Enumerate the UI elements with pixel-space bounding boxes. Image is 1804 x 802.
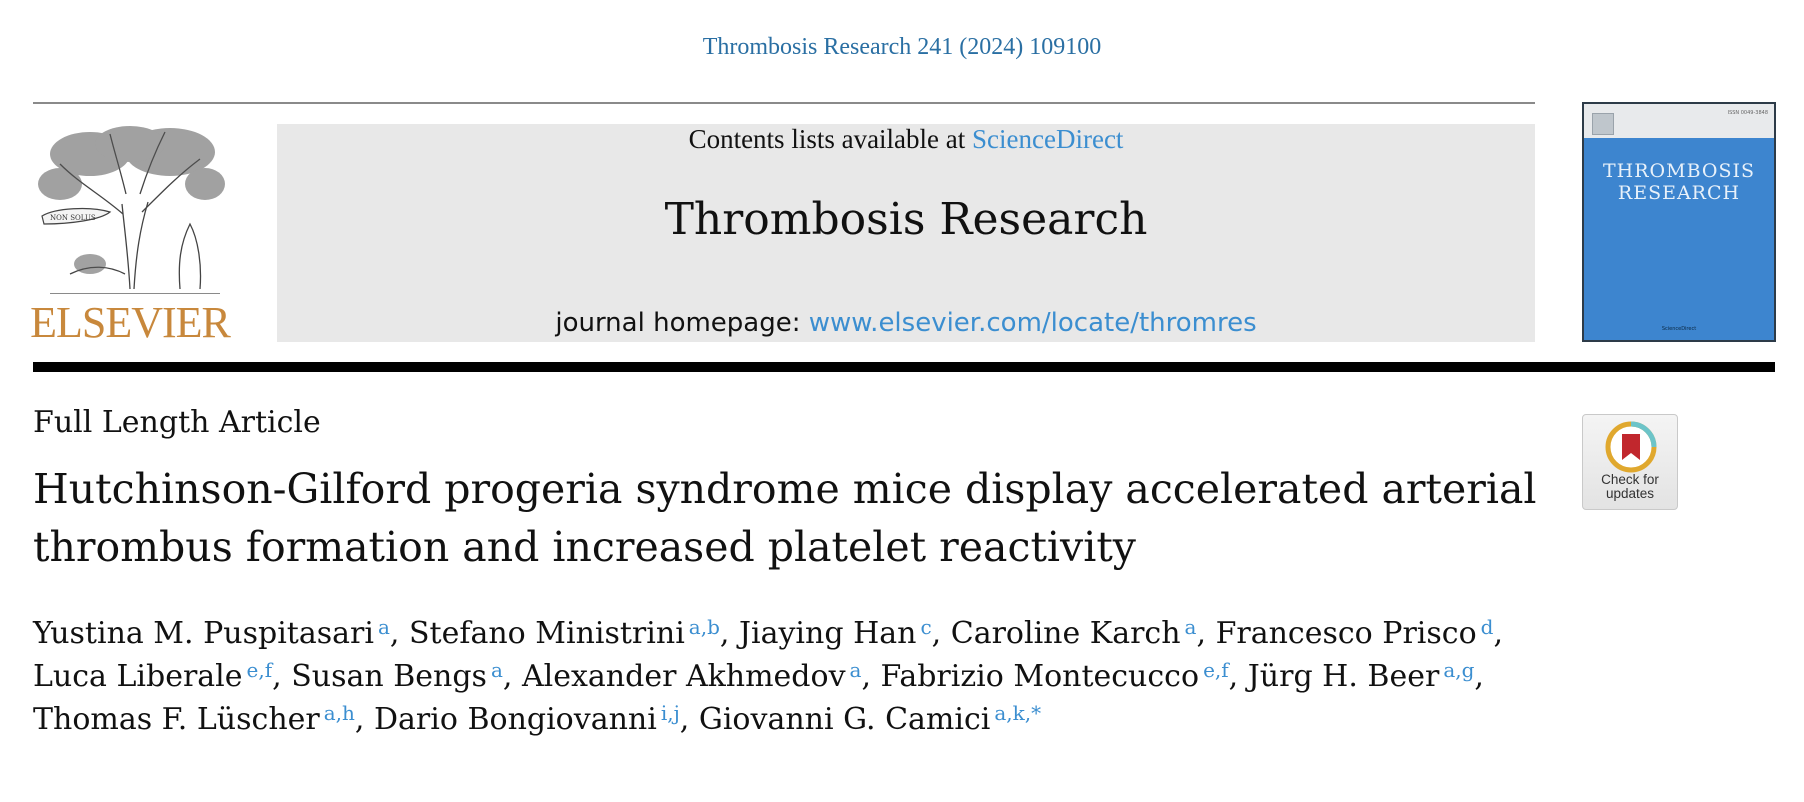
author-name[interactable]: Susan Bengs (291, 659, 487, 694)
author-name[interactable]: Yustina M. Puspitasari (33, 616, 374, 651)
author-separator: , (502, 659, 522, 694)
check-for-updates-button[interactable] (1582, 414, 1678, 510)
journal-cover-thumbnail[interactable] (1582, 102, 1776, 342)
cover-publisher: ScienceDirect (1661, 326, 1697, 332)
author-separator: , (1493, 616, 1504, 651)
contents-prefix: Contents lists available at (688, 124, 973, 154)
author-affiliation-marker[interactable]: a (377, 615, 390, 639)
homepage-prefix: journal homepage: (555, 308, 809, 338)
author-name[interactable]: Francesco Prisco (1215, 616, 1477, 651)
author-separator: , (389, 616, 409, 651)
author-affiliation-marker[interactable]: e,f (246, 658, 273, 682)
journal-title: Thrombosis Research (664, 194, 1148, 245)
cover-title (1584, 160, 1774, 204)
author-name[interactable]: Jiaying Han (738, 616, 917, 651)
author-affiliation-marker[interactable]: a (1184, 615, 1197, 639)
cover-publisher-icon (1592, 113, 1614, 135)
article-type: Full Length Article (33, 405, 321, 440)
cover-issn: ISSN 0049-3848 (1727, 110, 1768, 116)
author-separator: , (1196, 616, 1216, 651)
check-updates-line1: Check for (1601, 472, 1659, 487)
author-name[interactable]: Dario Bongiovanni (373, 702, 657, 737)
banner-bottom-rule (33, 362, 1775, 372)
journal-citation[interactable]: Thrombosis Research 241 (2024) 109100 (702, 34, 1102, 60)
author-name[interactable]: Giovanni G. Camici (698, 702, 991, 737)
logo-motto: NON SOLUS (50, 214, 96, 222)
author-name[interactable]: Luca Liberale (33, 659, 243, 694)
cover-title-line1: THROMBOSIS (1602, 160, 1755, 182)
cover-header (1584, 104, 1774, 138)
elsevier-wordmark: ELSEVIER (30, 298, 230, 347)
author-separator: , (719, 616, 739, 651)
author-list (33, 612, 1573, 741)
journal-homepage-link[interactable]: www.elsevier.com/locate/thromres (808, 308, 1257, 338)
elsevier-logo[interactable] (30, 124, 230, 347)
author-separator: , (861, 659, 881, 694)
author-affiliation-marker[interactable]: a,g (1443, 658, 1475, 682)
header-divider (33, 102, 1535, 104)
author-separator: , (931, 616, 951, 651)
author-affiliation-marker[interactable]: a,b (688, 615, 720, 639)
author-separator: , (354, 702, 374, 737)
cover-title-line2: RESEARCH (1617, 182, 1741, 204)
author-name[interactable]: Caroline Karch (950, 616, 1181, 651)
sciencedirect-link[interactable]: ScienceDirect (972, 124, 1124, 154)
check-updates-label (1583, 473, 1677, 501)
author-affiliation-marker[interactable]: c (920, 615, 932, 639)
homepage-line (277, 308, 1535, 338)
check-updates-icon (1605, 421, 1657, 473)
elsevier-tree-icon (30, 124, 230, 294)
author-name[interactable]: Fabrizio Montecucco (880, 659, 1200, 694)
author-affiliation-marker[interactable]: a (490, 658, 503, 682)
author-affiliation-marker[interactable]: a,k,* (994, 701, 1042, 725)
journal-banner (277, 124, 1535, 342)
author-affiliation-marker[interactable]: i,j (660, 701, 680, 725)
author-affiliation-marker[interactable]: e,f (1203, 658, 1229, 682)
author-separator: , (679, 702, 699, 737)
author-affiliation-marker[interactable]: a (849, 658, 862, 682)
author-name[interactable]: Stefano Ministrini (408, 616, 685, 651)
author-name[interactable]: Thomas F. Lüscher (33, 702, 320, 737)
check-updates-line2: updates (1605, 486, 1655, 501)
author-separator: , (1228, 659, 1248, 694)
author-affiliation-marker[interactable]: d (1480, 615, 1494, 639)
author-name[interactable]: Jürg H. Beer (1247, 659, 1440, 694)
article-title: Hutchinson-Gilford progeria syndrome mice display accelerated arterial thrombus formation and increased platelet reactivity (33, 465, 1537, 571)
author-affiliation-marker[interactable]: a,h (323, 701, 355, 725)
author-separator: , (272, 659, 292, 694)
author-name[interactable]: Alexander Akhmedov (521, 659, 846, 694)
author-separator: , (1474, 659, 1484, 694)
contents-line (277, 124, 1535, 155)
